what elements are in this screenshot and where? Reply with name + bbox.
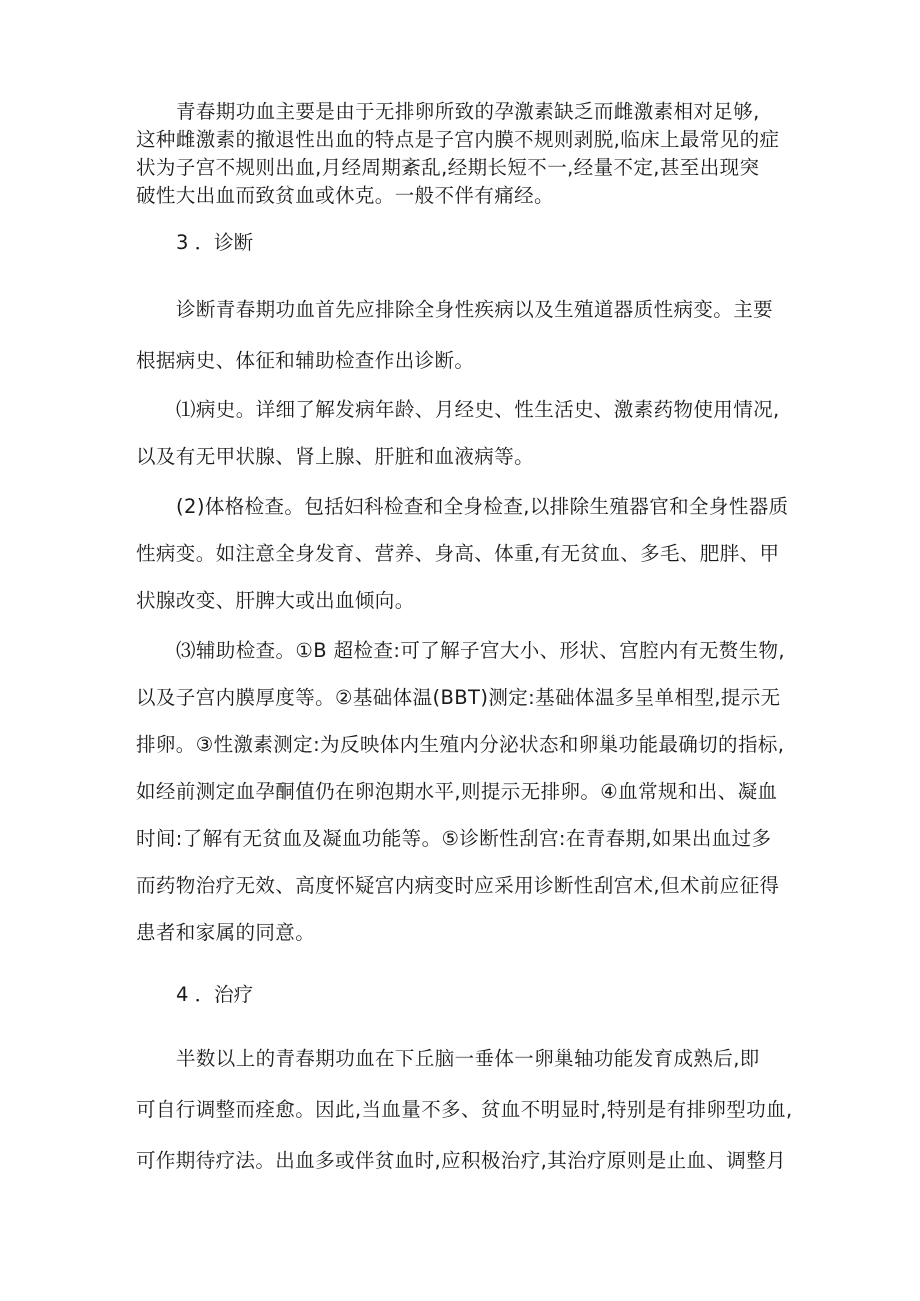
text-line: 这种雌激素的撤退性出血的特点是子宫内膜不规则剥脱,临床上最常见的症 — [136, 128, 780, 151]
paragraph-diagnosis-intro — [136, 284, 788, 386]
text-line: 而药物治疗无效、高度怀疑宫内病变时应采用诊断性刮宫术,但术前应征得 — [136, 874, 780, 897]
paragraph-auxiliary-exam — [136, 627, 788, 956]
paragraph-physical-exam — [136, 483, 788, 624]
text-line: 性病变。如注意全身发育、营养、身高、体重,有无贫血、多毛、肥胖、甲 — [136, 542, 780, 565]
text-line: ⑴病史。详细了解发病年龄、月经史、性生活史、激素药物使用情况, — [176, 398, 780, 421]
section-heading-diagnosis: 3 ．诊断 — [176, 231, 254, 254]
text-line: 排卵。③性激素测定:为反映体内生殖内分泌状态和卵巢功能最确切的指标, — [136, 733, 785, 756]
text-line: 根据病史、体征和辅助检查作出诊断。 — [136, 349, 475, 372]
text-line: 状为子宫不规则出血,月经周期紊乱,经期长短不一,经量不定,甚至出现突 — [136, 156, 760, 179]
text-line: 破性大出血而致贫血或休克。一般不伴有痛经。 — [136, 184, 554, 207]
text-line: 以及子宫内膜厚度等。②基础体温(BBT)测定:基础体温多呈单相型,提示无 — [136, 686, 781, 709]
section-heading-treatment: 4 ．治疗 — [176, 983, 254, 1006]
text-line: 状腺改变、肝脾大或出血倾向。 — [136, 589, 415, 612]
text-line: 可自行调整而痊愈。因此,当血量不多、贫血不明显时,特别是有排卵型功血, — [136, 1098, 793, 1121]
text-line: 如经前测定血孕酮值仍在卵泡期水平,则提示无排卵。④血常规和出、凝血 — [136, 780, 778, 803]
text-line: ⑶辅助检查。①B 超检查:可了解子宫大小、形状、宫腔内有无赘生物, — [176, 639, 786, 662]
text-line: 半数以上的青春期功血在下丘脑一垂体一卵巢轴功能发育成熟后,即 — [176, 1047, 760, 1070]
paragraph-treatment — [136, 1033, 793, 1186]
paragraph-symptoms — [136, 98, 788, 210]
text-line: 诊断青春期功血首先应排除全身性疾病以及生殖道器质性病变。主要 — [176, 298, 774, 321]
text-line: 时间:了解有无贫血及凝血功能等。⑤诊断性刮宫:在青春期,如果出血过多 — [136, 827, 772, 850]
text-line: 可作期待疗法。出血多或伴贫血时,应积极治疗,其治疗原则是止血、调整月 — [136, 1149, 786, 1172]
text-line: (2)体格检查。包括妇科检查和全身检查,以排除生殖器官和全身性器质 — [176, 495, 789, 518]
text-line: 青春期功血主要是由于无排卵所致的孕激素缺乏而雌激素相对足够, — [176, 100, 760, 123]
text-line: 患者和家属的同意。 — [136, 921, 316, 944]
paragraph-history — [136, 386, 788, 480]
text-line: 以及有无甲状腺、肾上腺、肝脏和血液病等。 — [136, 445, 535, 468]
